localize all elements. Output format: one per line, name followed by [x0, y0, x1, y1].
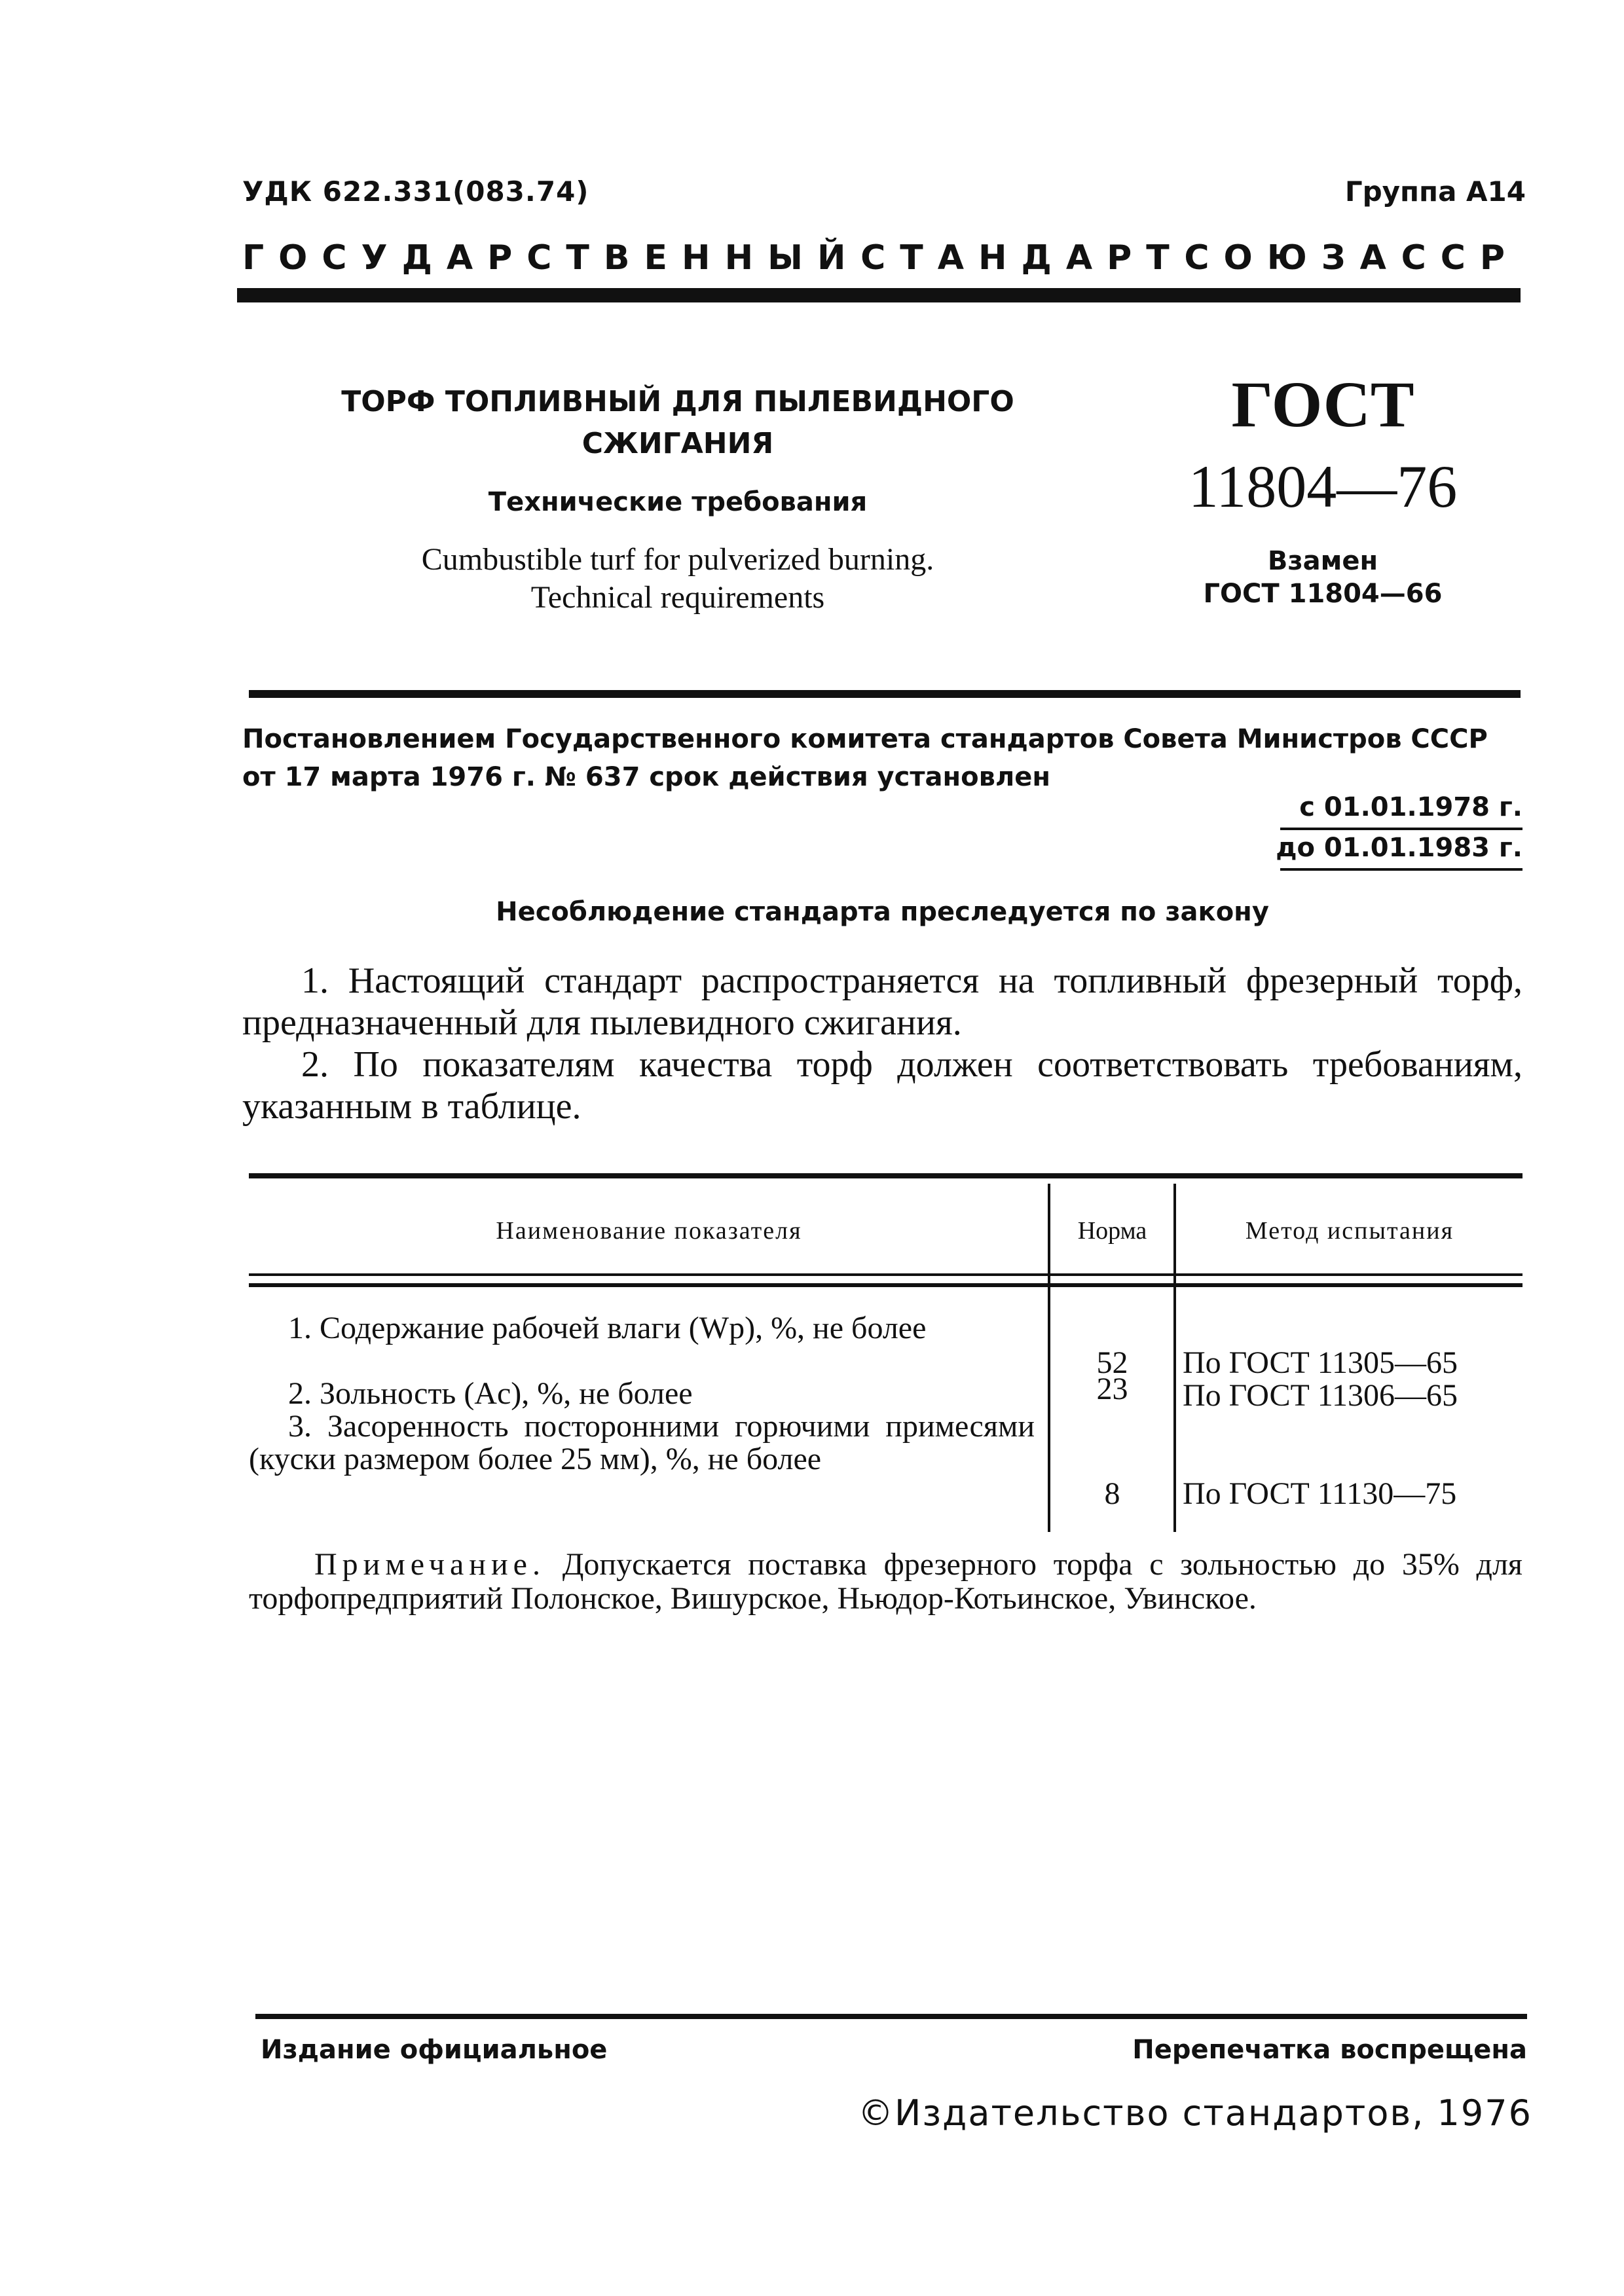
banner-word: СОЮЗА — [1184, 238, 1401, 278]
law-notice: Несоблюдение стандарта преследуется по закону — [496, 897, 1269, 927]
table-top-rule — [249, 1173, 1522, 1178]
effective-date-from: с 01.01.1978 г. — [1299, 792, 1522, 822]
publisher-copyright: ©Издательство стандартов, 1976 — [857, 2092, 1532, 2134]
table-column-divider — [1173, 1184, 1176, 1532]
table-header-rule — [249, 1273, 1522, 1276]
table-row-method: По ГОСТ 11130—75 — [1183, 1476, 1457, 1511]
table-header-rule — [249, 1283, 1522, 1287]
paragraph-1: 1. Настоящий стандарт распространяется на топливный фрезерный торф, предназначенный для пылевидного сжигания. — [242, 960, 1522, 1043]
date-underline — [1280, 868, 1522, 871]
title-russian — [341, 381, 1015, 465]
title-line: ТОРФ ТОПЛИВНЫЙ ДЛЯ ПЫЛЕВИДНОГО — [341, 385, 1014, 418]
table-row-name: 2. Зольность (Aс), %, не более — [288, 1376, 693, 1411]
note-text: Допускается поставка фрезерного торфа с зольностью до 35% для торфопредприятий Полонское, Вишурское, Ньюдор-Котьинское, Увинское. — [249, 1547, 1523, 1616]
title-line: Technical requirements — [530, 580, 825, 615]
table-row-norm: 52 — [1096, 1345, 1128, 1380]
table-column-divider — [1048, 1184, 1050, 1532]
subtitle-russian: Технические требования — [488, 487, 868, 517]
table-row-name: 1. Содержание рабочей влаги (Wр), %, не более — [288, 1311, 927, 1345]
title-english — [341, 541, 1015, 617]
table-row-method: По ГОСТ 11306—65 — [1183, 1378, 1458, 1413]
table-header-norm: Норма — [1077, 1217, 1147, 1245]
banner-word: ГОСУДАРСТВЕННЫЙ — [242, 238, 860, 278]
gost-number: 11804—76 — [1188, 453, 1458, 520]
banner-word: ССР — [1401, 238, 1519, 278]
replaces-label: Взамен — [1267, 546, 1378, 576]
decree-line: от 17 марта 1976 г. № 637 срок действия установлен — [242, 762, 1051, 792]
title-line: Cumbustible turf for pulverized burning. — [421, 542, 934, 577]
table-header-name: Наименование показателя — [496, 1217, 802, 1245]
table-header-method: Метод испытания — [1245, 1217, 1454, 1245]
date-underline — [1280, 828, 1522, 830]
state-standard-banner — [242, 238, 1519, 278]
section-rule — [249, 690, 1521, 698]
paragraph-2: 2. По показателям качества торф должен соответствовать требованиям, указанным в таблице. — [242, 1044, 1522, 1127]
reprint-prohibited: Перепечатка воспрещена — [1132, 2035, 1527, 2065]
gost-label: ГОСТ — [1231, 368, 1414, 441]
table-row-norm: 23 — [1096, 1372, 1128, 1406]
table-row-name: 3. Засоренность посторонними горючими примесями (куски размером более 25 мм), %, не более — [249, 1409, 1035, 1476]
footer-rule — [255, 2014, 1527, 2019]
note-label: Примечание. — [314, 1547, 545, 1582]
group-code: Группа А14 — [1344, 175, 1526, 208]
udk-code: УДК 622.331(083.74) — [242, 175, 589, 208]
table-row-method: По ГОСТ 11305—65 — [1183, 1345, 1458, 1380]
banner-word: СТАНДАРТ — [860, 238, 1184, 278]
title-line: СЖИГАНИЯ — [581, 427, 774, 460]
decree-line: Постановлением Государственного комитета стандартов Совета Министров СССР — [242, 724, 1488, 754]
decree-text — [242, 720, 1522, 796]
effective-date-to: до 01.01.1983 г. — [1276, 833, 1522, 863]
table-row-norm: 8 — [1104, 1476, 1120, 1511]
header-rule — [237, 288, 1521, 302]
table-note — [249, 1548, 1522, 1616]
official-edition: Издание официальное — [261, 2035, 608, 2065]
replaces-value: ГОСТ 11804—66 — [1203, 579, 1443, 609]
